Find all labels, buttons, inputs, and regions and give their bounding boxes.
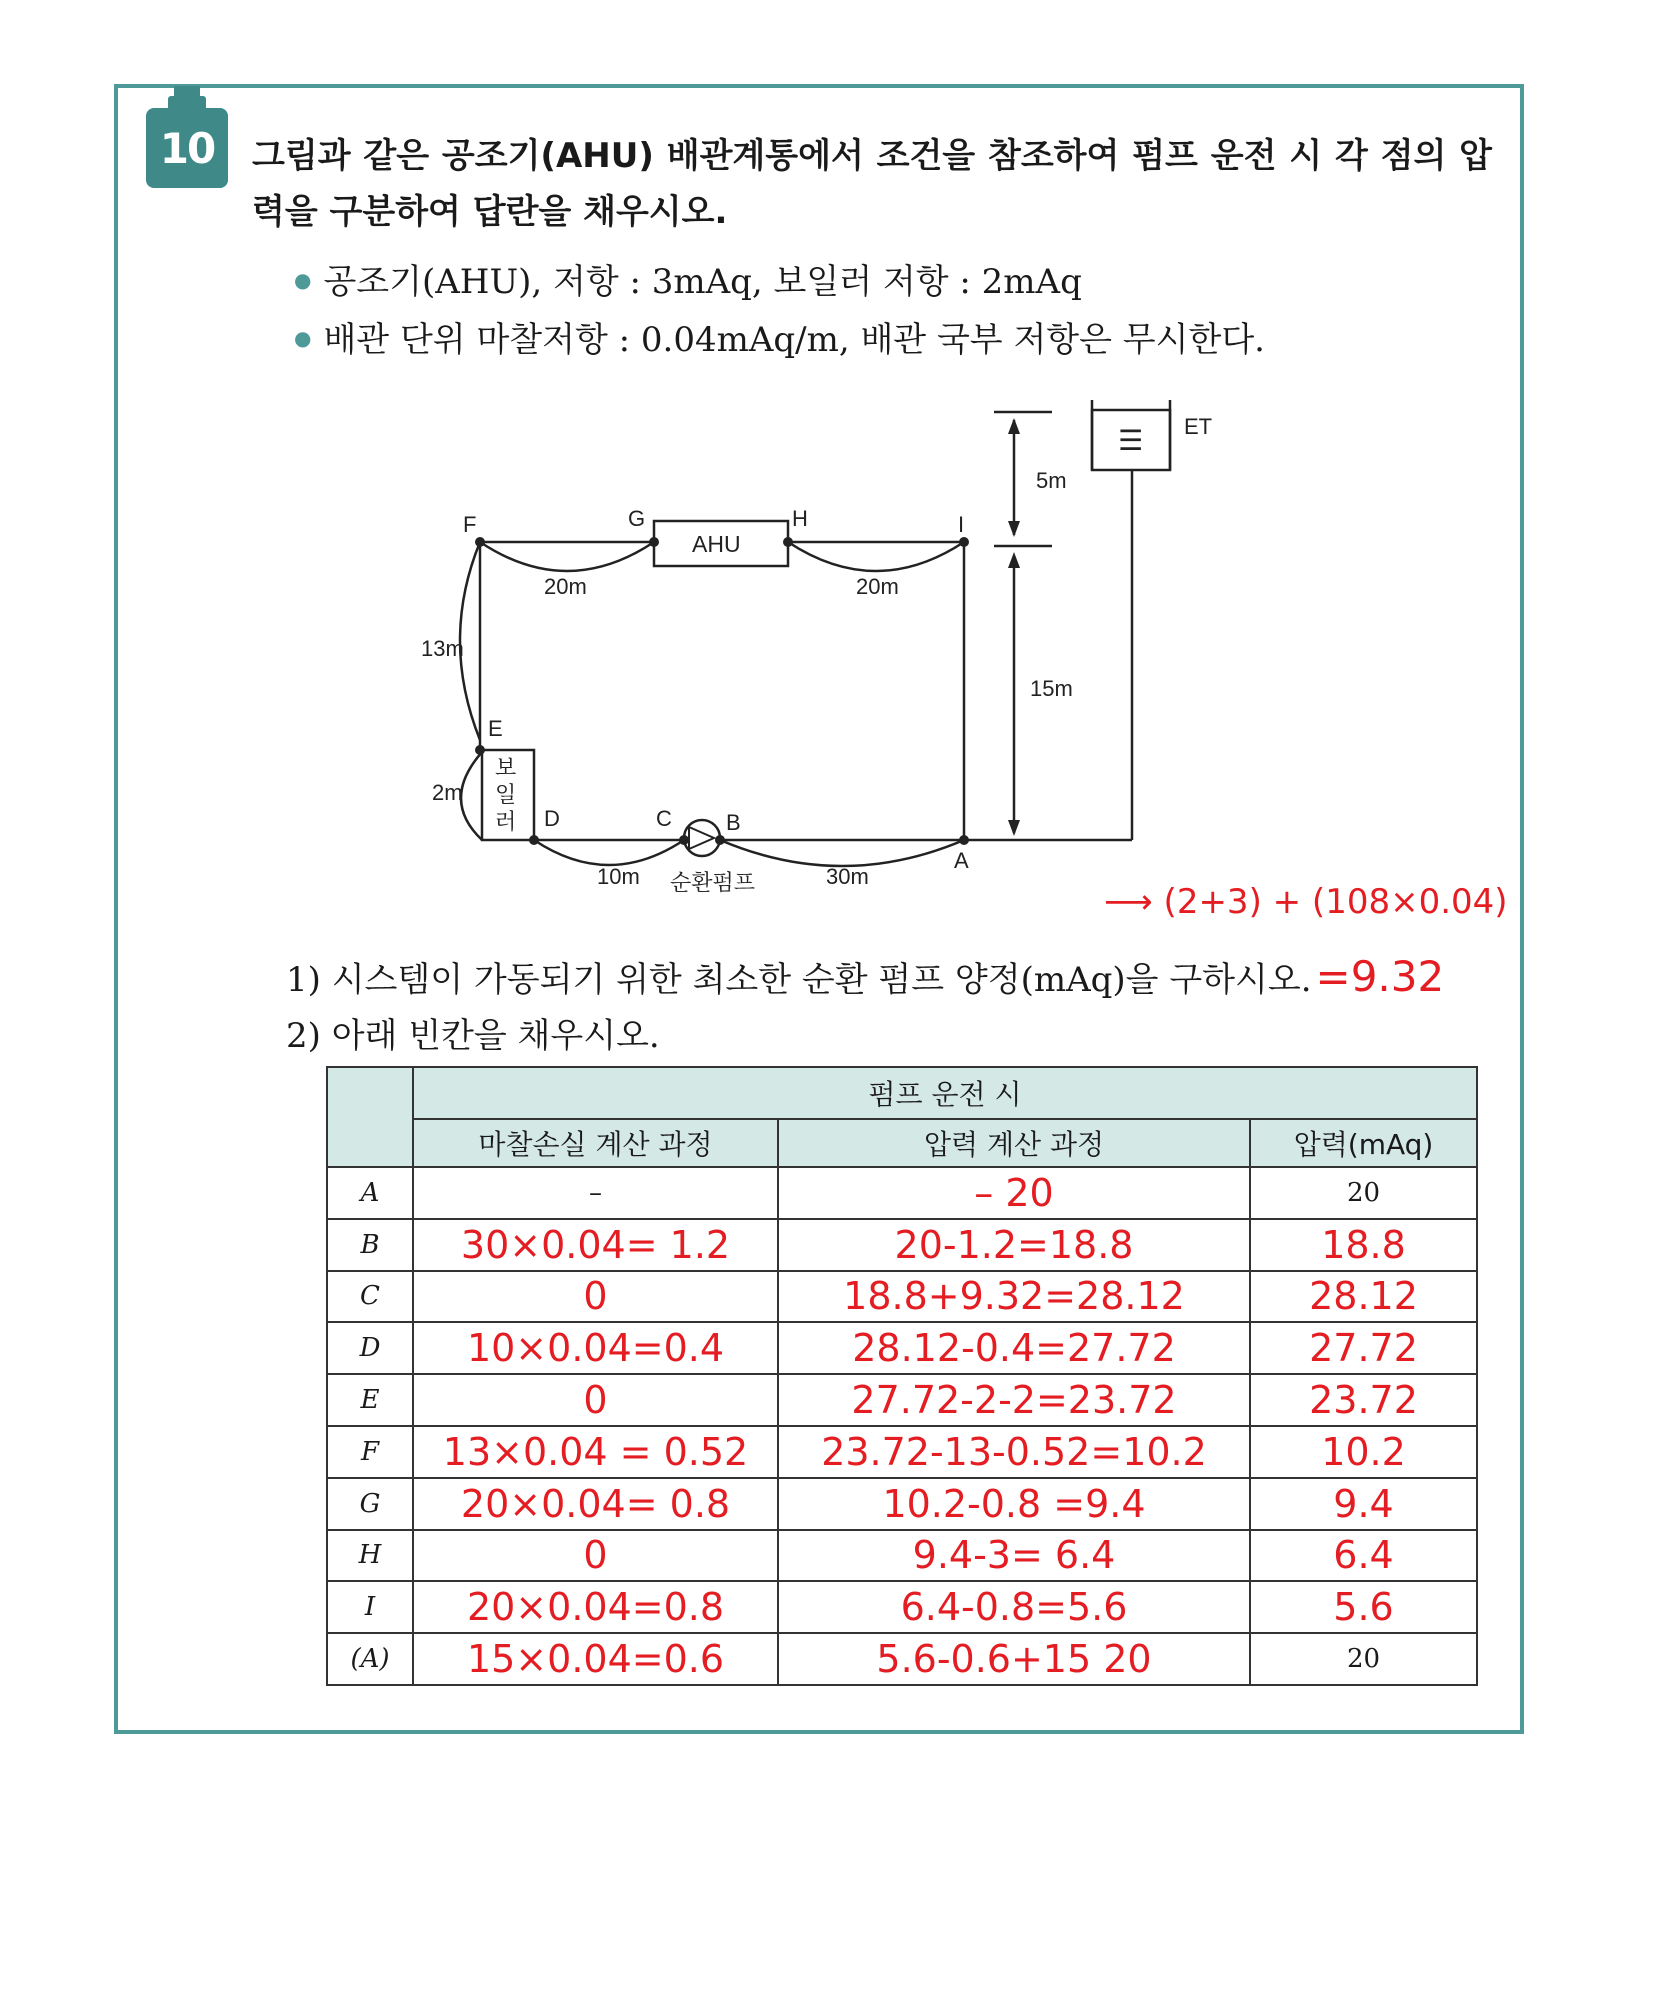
handwritten-pressure: 18.8 (1321, 1222, 1406, 1267)
ahu-label: AHU (692, 531, 741, 557)
table-row (327, 1271, 1477, 1323)
group-header: 펌프 운전 시 (413, 1067, 1477, 1119)
condition-text: 공조기(AHU), 저항 : 3mAq, 보일러 저항 : 2mAq (323, 262, 1082, 302)
handwritten-pressure: 28.12 (1309, 1274, 1418, 1319)
handwritten-pressure: 6.4 (1333, 1533, 1394, 1578)
question-1 (286, 952, 1444, 1001)
point-cell: A (327, 1167, 413, 1219)
handwritten-calc: 5.6-0.6+15 20 (876, 1637, 1152, 1682)
point-cell: H (327, 1530, 413, 1582)
tank-water-icon: ☰ (1118, 425, 1144, 456)
question-2: 2) 아래 빈칸을 채우시오. (286, 1016, 660, 1056)
table-row (327, 1426, 1477, 1478)
friction-cell (413, 1633, 778, 1685)
handwritten-friction: 10×0.04=0.4 (466, 1326, 725, 1371)
pressure-cell (1250, 1219, 1477, 1271)
handwritten-calc: 28.12-0.4=27.72 (852, 1326, 1176, 1371)
handwritten-friction: 15×0.04=0.6 (466, 1637, 725, 1682)
calc-cell (778, 1322, 1250, 1374)
handwritten-pressure: 23.72 (1309, 1378, 1418, 1423)
col-pressure-calc: 압력 계산 과정 (778, 1119, 1250, 1167)
point-label-g: G (628, 506, 646, 531)
point-cell: E (327, 1374, 413, 1426)
point-cell: (A) (327, 1633, 413, 1685)
point-label-h: H (792, 506, 808, 531)
table-row (327, 1219, 1477, 1271)
handwritten-calc: 10.2-0.8 =9.4 (882, 1481, 1146, 1526)
handwritten-calc: 9.4-3= 6.4 (912, 1533, 1116, 1578)
boiler-char-2: 일 (495, 782, 517, 807)
point-cell: I (327, 1581, 413, 1633)
length-fe: 13m (421, 636, 464, 661)
pressure-cell (1250, 1426, 1477, 1478)
question-number: 10 (146, 108, 228, 188)
handwritten-friction: 0 (583, 1274, 608, 1319)
handwritten-pressure: 9.4 (1333, 1481, 1394, 1526)
friction-cell (413, 1271, 778, 1323)
friction-cell (413, 1530, 778, 1582)
calc-cell (778, 1271, 1250, 1323)
pressure-cell (1250, 1374, 1477, 1426)
table-row (327, 1167, 1477, 1219)
table-row (327, 1374, 1477, 1426)
length-fg: 20m (544, 574, 587, 599)
calc-cell (778, 1530, 1250, 1582)
length-top: 5m (1036, 468, 1067, 493)
question-title: 그림과 같은 공조기(AHU) 배관계통에서 조건을 참조하여 펌프 운전 시 각 점의 압력을 구분하여 답란을 채우시오. (252, 136, 1492, 232)
handwritten-calc: 18.8+9.32=28.12 (843, 1274, 1185, 1319)
table-row (327, 1530, 1477, 1582)
pump-label: 순환펌프 (670, 870, 756, 895)
calc-cell (778, 1478, 1250, 1530)
blank-header (327, 1067, 413, 1167)
boiler-char-1: 보 (495, 755, 517, 780)
friction-cell (413, 1322, 778, 1374)
handwritten-pressure: 27.72 (1309, 1326, 1418, 1371)
handwritten-friction: 20×0.04=0.8 (466, 1585, 725, 1630)
calc-cell (778, 1426, 1250, 1478)
pressure-cell: 20 (1250, 1167, 1477, 1219)
point-cell: C (327, 1271, 413, 1323)
table-row (327, 1633, 1477, 1685)
condition-text: 배관 단위 마찰저항 : 0.04mAq/m, 배관 국부 저항은 무시한다. (323, 320, 1265, 360)
length-boiler: 2m (432, 780, 463, 805)
col-friction: 마찰손실 계산 과정 (413, 1119, 778, 1167)
pressure-cell (1250, 1271, 1477, 1323)
handwritten-calc: – 20 (974, 1170, 1054, 1215)
point-label-b: B (726, 810, 741, 835)
handwritten-friction: 0 (583, 1533, 608, 1578)
handwritten-friction: 13×0.04 = 0.52 (442, 1429, 749, 1474)
point-cell: B (327, 1219, 413, 1271)
friction-cell (413, 1374, 778, 1426)
point-label-f: F (463, 512, 477, 537)
handwritten-friction: 0 (583, 1378, 608, 1423)
friction-cell: – (413, 1167, 778, 1219)
point-cell: F (327, 1426, 413, 1478)
point-label-a: A (954, 848, 969, 873)
handwritten-friction: 20×0.04= 0.8 (460, 1481, 731, 1526)
handwritten-calc: 20-1.2=18.8 (894, 1222, 1134, 1267)
handwritten-pressure: 5.6 (1333, 1585, 1394, 1630)
point-cell: G (327, 1478, 413, 1530)
point-cell: D (327, 1322, 413, 1374)
pressure-cell (1250, 1581, 1477, 1633)
length-dc: 10m (597, 864, 640, 889)
point-label-e: E (488, 716, 503, 741)
calc-cell (778, 1374, 1250, 1426)
pressure-cell: 20 (1250, 1633, 1477, 1685)
handwritten-friction: 30×0.04= 1.2 (460, 1222, 731, 1267)
q1-hand-answer: =9.32 (1315, 952, 1445, 1001)
boiler-char-3: 러 (495, 809, 517, 834)
piping-diagram (0, 0, 1656, 900)
table-row (327, 1322, 1477, 1374)
calc-cell (778, 1167, 1250, 1219)
table-row (327, 1478, 1477, 1530)
friction-cell (413, 1219, 778, 1271)
pressure-cell (1250, 1530, 1477, 1582)
point-label-i: I (958, 512, 965, 537)
bullet-icon: ● (294, 326, 312, 350)
bullet-icon: ● (294, 268, 312, 292)
handwritten-pressure: 10.2 (1321, 1429, 1406, 1474)
friction-cell (413, 1478, 778, 1530)
point-label-d: D (544, 806, 560, 831)
length-ba: 30m (826, 864, 869, 889)
pressure-cell (1250, 1322, 1477, 1374)
calc-cell (778, 1581, 1250, 1633)
point-label-c: C (656, 806, 672, 831)
question-1-text: 1) 시스템이 가동되기 위한 최소한 순환 펌프 양정(mAq)을 구하시오. (286, 960, 1312, 1000)
calc-cell (778, 1219, 1250, 1271)
handwritten-calc: 23.72-13-0.52=10.2 (821, 1429, 1207, 1474)
col-pressure: 압력(mAq) (1250, 1119, 1477, 1167)
pressure-cell (1250, 1478, 1477, 1530)
pressure-table (326, 1066, 1478, 1686)
friction-cell (413, 1581, 778, 1633)
et-label: ET (1184, 414, 1213, 439)
q1-hand-formula: ⟶ (2+3) + (108×0.04) (1104, 882, 1508, 922)
table-row (327, 1581, 1477, 1633)
handwritten-calc: 27.72-2-2=23.72 (851, 1378, 1177, 1423)
length-hi: 20m (856, 574, 899, 599)
calc-cell (778, 1633, 1250, 1685)
handwritten-calc: 6.4-0.8=5.6 (900, 1585, 1128, 1630)
friction-cell (413, 1426, 778, 1478)
length-side: 15m (1030, 676, 1073, 701)
